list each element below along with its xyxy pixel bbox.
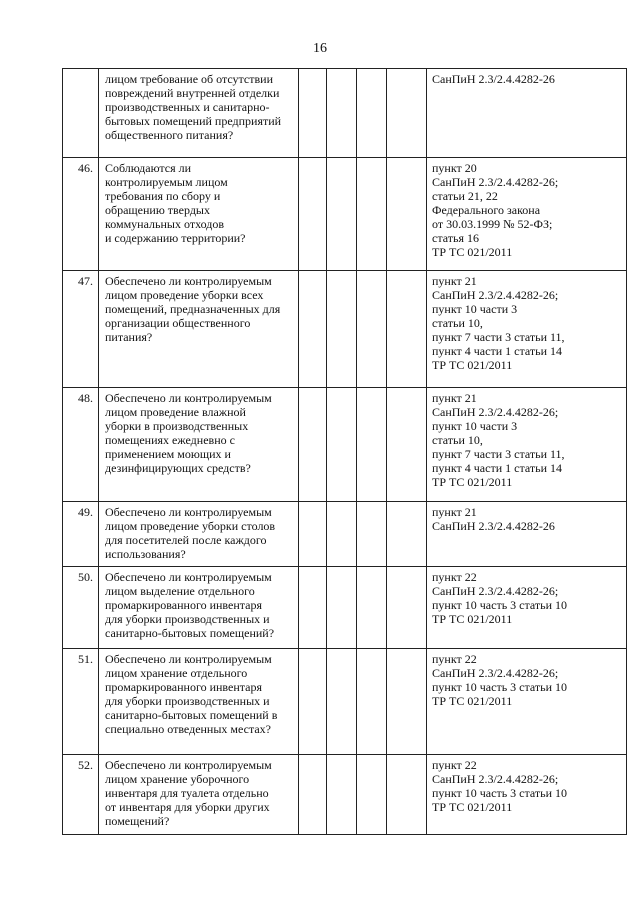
reference-cell: [427, 158, 627, 271]
row-number: 50.: [63, 567, 99, 649]
answer-yes-cell: [299, 567, 327, 649]
question-text: Обеспечено ли контролируемым лицом проведение уборки всех помещений, предназначенных для организации общественного питания?: [105, 274, 281, 344]
answer-no-cell: [327, 567, 357, 649]
reference-cell: [427, 271, 627, 388]
answer-no-cell: [327, 271, 357, 388]
row-number: 52.: [63, 755, 99, 835]
reference-cell: [427, 649, 627, 755]
notes-cell: [387, 271, 427, 388]
answer-yes-cell: [299, 271, 327, 388]
answer-no-cell: [327, 158, 357, 271]
answer-no-cell: [327, 649, 357, 755]
row-number: 48.: [63, 388, 99, 502]
row-number: 51.: [63, 649, 99, 755]
question-cell: [99, 388, 299, 502]
notes-cell: [387, 69, 427, 158]
notes-cell: [387, 649, 427, 755]
checklist-table: [62, 68, 627, 835]
reference-cell: [427, 502, 627, 567]
reference-text: пункт 22 СанПиН 2.3/2.4.4282-26; пункт 10 часть 3 статьи 10 ТР ТС 021/2011: [432, 652, 568, 708]
table-row: [63, 649, 627, 755]
reference-cell: [427, 755, 627, 835]
table-row: [63, 567, 627, 649]
answer-yes-cell: [299, 69, 327, 158]
question-cell: [99, 69, 299, 158]
question-cell: [99, 158, 299, 271]
notes-cell: [387, 158, 427, 271]
reference-text: пункт 22 СанПиН 2.3/2.4.4282-26; пункт 10 часть 3 статьи 10 ТР ТС 021/2011: [432, 570, 568, 626]
answer-yes-cell: [299, 158, 327, 271]
notes-cell: [387, 567, 427, 649]
reference-text: пункт 21 СанПиН 2.3/2.4.4282-26: [432, 505, 555, 533]
notes-cell: [387, 755, 427, 835]
row-number: 47.: [63, 271, 99, 388]
row-number: 49.: [63, 502, 99, 567]
question-text: Соблюдаются ли контролируемым лицом требования по сбору и обращению твердых коммунальных отходов и содержанию территории?: [105, 161, 246, 245]
row-number: 46.: [63, 158, 99, 271]
answer-yes-cell: [299, 502, 327, 567]
reference-text: пункт 22 СанПиН 2.3/2.4.4282-26; пункт 10 часть 3 статьи 10 ТР ТС 021/2011: [432, 758, 568, 814]
reference-text: пункт 21 СанПиН 2.3/2.4.4282-26; пункт 10 части 3 статьи 10, пункт 7 части 3 статьи 11, пункт 4 части 1 статьи 14 ТР ТС 021/2011: [432, 274, 565, 372]
question-text: Обеспечено ли контролируемым лицом выделение отдельного промаркированного инвентаря для уборки производственных и санитарно-бытовых помещений?: [105, 570, 275, 640]
answer-na-cell: [357, 158, 387, 271]
notes-cell: [387, 502, 427, 567]
answer-na-cell: [357, 567, 387, 649]
question-cell: [99, 502, 299, 567]
answer-na-cell: [357, 502, 387, 567]
answer-yes-cell: [299, 388, 327, 502]
reference-cell: [427, 567, 627, 649]
question-cell: [99, 649, 299, 755]
question-text: Обеспечено ли контролируемым лицом проведение уборки столов для посетителей после каждого использования?: [105, 505, 276, 561]
answer-no-cell: [327, 755, 357, 835]
answer-no-cell: [327, 69, 357, 158]
table-row: [63, 271, 627, 388]
reference-cell: [427, 388, 627, 502]
table-row: [63, 755, 627, 835]
answer-yes-cell: [299, 755, 327, 835]
question-text: Обеспечено ли контролируемым лицом хранение уборочного инвентаря для туалета отдельно от инвентаря для уборки других помещений?: [105, 758, 272, 828]
table-row: [63, 69, 627, 158]
notes-cell: [387, 388, 427, 502]
table-row: [63, 388, 627, 502]
answer-na-cell: [357, 649, 387, 755]
question-cell: [99, 271, 299, 388]
answer-na-cell: [357, 69, 387, 158]
question-text: Обеспечено ли контролируемым лицом проведение влажной уборки в производственных помещениях ежедневно с применением моющих и дезинфицирующих средств?: [105, 391, 272, 475]
answer-no-cell: [327, 502, 357, 567]
question-text: Обеспечено ли контролируемым лицом хранение отдельного промаркированного инвентаря для уборки производственных и санитарно-бытовых помещений в специально отведенных местах?: [105, 652, 278, 736]
answer-na-cell: [357, 755, 387, 835]
answer-yes-cell: [299, 649, 327, 755]
table-row: [63, 158, 627, 271]
answer-no-cell: [327, 388, 357, 502]
page-number: 16: [313, 41, 327, 56]
question-text: лицом требование об отсутствии повреждений внутренней отделки производственных и санитарно- бытовых помещений предприятий общественного питания?: [105, 72, 282, 142]
answer-na-cell: [357, 388, 387, 502]
row-number: [63, 69, 99, 158]
reference-text: пункт 21 СанПиН 2.3/2.4.4282-26; пункт 10 части 3 статьи 10, пункт 7 части 3 статьи 11, пункт 4 части 1 статьи 14 ТР ТС 021/2011: [432, 391, 565, 489]
reference-cell: [427, 69, 627, 158]
reference-text: СанПиН 2.3/2.4.4282-26: [432, 72, 555, 86]
table-row: [63, 502, 627, 567]
reference-text: пункт 20 СанПиН 2.3/2.4.4282-26; статьи 21, 22 Федерального закона от 30.03.1999 № 52-ФЗ; статья 16 ТР ТС 021/2011: [432, 161, 559, 259]
question-cell: [99, 755, 299, 835]
answer-na-cell: [357, 271, 387, 388]
question-cell: [99, 567, 299, 649]
